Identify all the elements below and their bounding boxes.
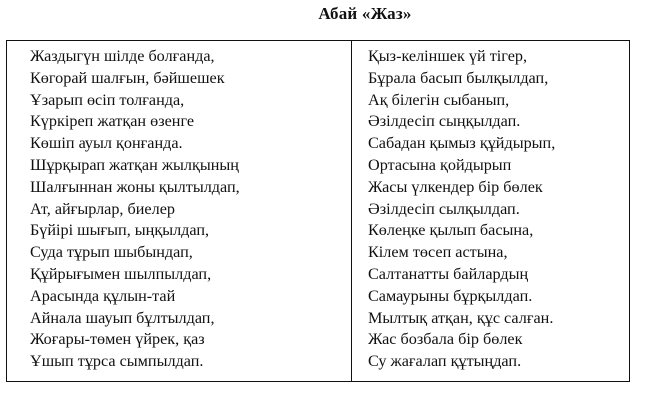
poem-line: Ат, айғырлар, биелер [30, 199, 175, 218]
poem-line: Ұзарып өсіп толғанда, [30, 90, 185, 109]
poem-table [6, 40, 630, 382]
poem-line: Қыз-келіншек үй тігер, [368, 47, 528, 65]
poem-line: Бұрала басып былқылдап, [368, 68, 549, 87]
poem-line: Күркіреп жатқан өзенге [30, 112, 195, 131]
poem-line: Сабадан қымыз құйдырып, [368, 134, 556, 153]
poem-line: Бүйірі шығып, ыңқылдап, [30, 221, 210, 240]
poem-line: Жас бозбала бір бөлек [368, 330, 523, 349]
poem-line: Мылтық атқан, құс салған. [368, 308, 554, 327]
page-title [0, 4, 652, 24]
poem-line: Көгорай шалғын, бәйшешек [30, 68, 225, 87]
poem-line: Ортасына қойдырып [368, 155, 512, 174]
poem-line: Кілем төсеп астына, [368, 243, 508, 262]
poem-line: Әзілдесіп сылқылдап. [368, 199, 520, 218]
poem-line: Жаздыгүн шілде болғанда, [30, 47, 215, 65]
poem-line: Әзілдесіп сыңқылдап. [368, 112, 521, 131]
poem-line: Арасында құлын-тай [30, 286, 176, 305]
poem-line: Самаурыны бұрқылдап. [368, 286, 533, 305]
poem-line: Салтанатты байлардың [368, 264, 529, 283]
poem-line: Құйрығымен шылпылдап, [30, 264, 212, 283]
poem-line: Айнала шауып бұлтылдап, [30, 308, 215, 327]
poem-right-column [352, 41, 629, 381]
poem-line: Ұшып тұрса сымпылдап. [30, 352, 204, 371]
poem-line: Көшіп ауыл қонғанда. [30, 134, 183, 153]
poem-line: Көлеңке қылып басына, [368, 221, 534, 240]
poem-line: Жоғары-төмен үйрек, қаз [30, 330, 205, 349]
poem-left-column [7, 41, 352, 381]
poem-line: Шалғыннан жоны қылтылдап, [30, 177, 240, 196]
poem-line: Жасы үлкендер бір бөлек [368, 177, 543, 196]
poem-line: Суда тұрып шыбындап, [30, 243, 193, 262]
poem-line: Шұрқырап жатқан жылқының [30, 155, 239, 174]
poem-line: Су жағалап құтыңдап. [368, 352, 522, 371]
poem-title: Абай «Жаз» [318, 4, 412, 23]
poem-line: Ақ білегін сыбанып, [368, 90, 510, 109]
